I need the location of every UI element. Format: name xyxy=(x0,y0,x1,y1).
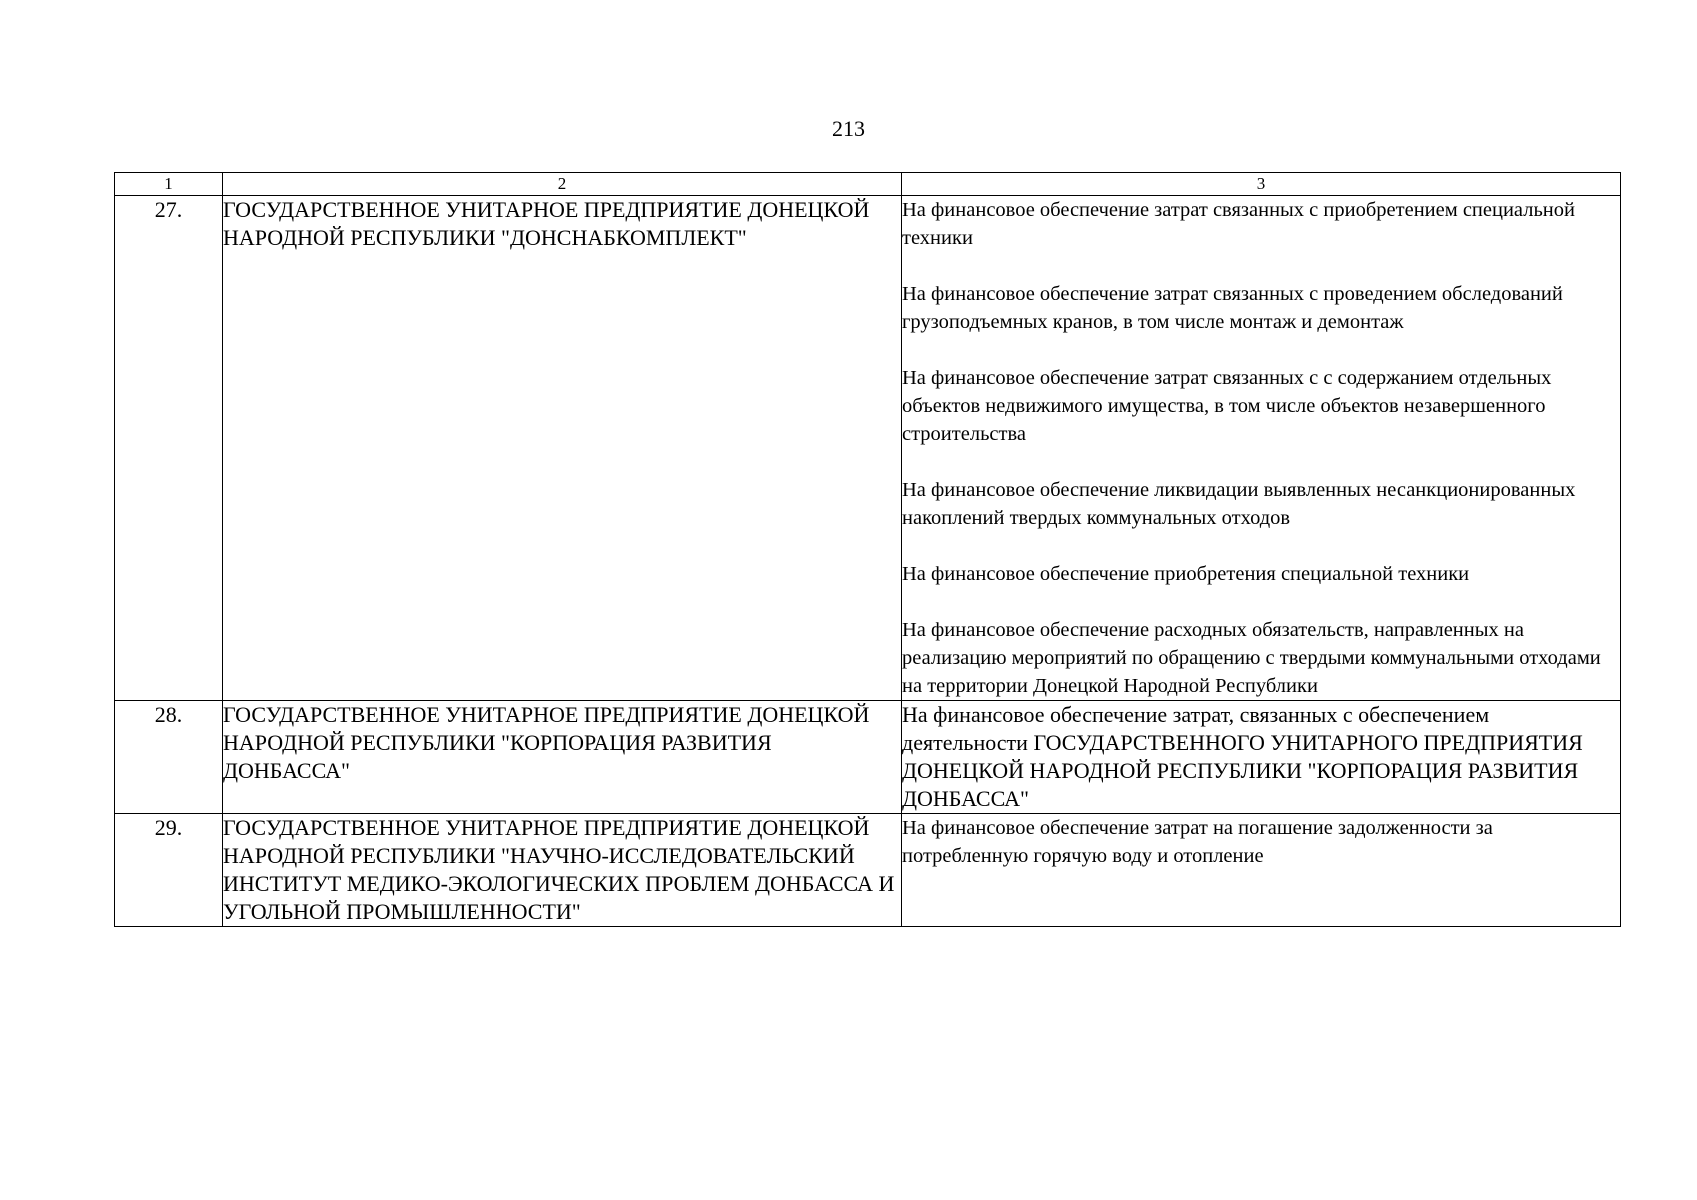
purpose-item: На финансовое обеспечение ликвидации выявленных несанкционированных накоплений твердых коммунальных отходов xyxy=(902,479,1576,529)
purpose-cell xyxy=(902,196,1621,701)
purpose-item: На финансовое обеспечение затрат связанных с проведением обследований грузоподъемных кранов, в том числе монтаж и демонтаж xyxy=(902,283,1563,333)
subsidy-table xyxy=(114,172,1621,927)
purpose-cell xyxy=(902,701,1621,814)
row-number: 29. xyxy=(115,814,223,927)
purpose-item: На финансовое обеспечение затрат на погашение задолженности за потребленную горячую воду и отопление xyxy=(902,817,1493,867)
table-row xyxy=(115,701,1621,814)
purpose-item: На финансовое обеспечение приобретения специальной техники xyxy=(902,563,1470,585)
table-row xyxy=(115,196,1621,701)
purpose-item: На финансовое обеспечение затрат, связанных с обеспечением деятельности ГОСУДАРСТВЕННОГО УНИТАРНОГО ПРЕДПРИЯТИЯ ДОНЕЦКОЙ НАРОДНОЙ РЕСПУБЛИКИ "КОРПОРАЦИЯ РАЗВИТИЯ ДОНБАССА" xyxy=(902,702,1583,811)
purpose-cell xyxy=(902,814,1621,927)
page-number: 213 xyxy=(832,116,865,141)
organization-name: ГОСУДАРСТВЕННОЕ УНИТАРНОЕ ПРЕДПРИЯТИЕ ДОНЕЦКОЙ НАРОДНОЙ РЕСПУБЛИКИ "ДОНСНАБКОМПЛЕКТ" xyxy=(223,196,902,701)
purpose-item: На финансовое обеспечение затрат связанных с приобретением специальной техники xyxy=(902,199,1575,249)
column-header-3: 3 xyxy=(902,173,1621,196)
column-header-2: 2 xyxy=(223,173,902,196)
row-number: 28. xyxy=(115,701,223,814)
organization-name: ГОСУДАРСТВЕННОЕ УНИТАРНОЕ ПРЕДПРИЯТИЕ ДОНЕЦКОЙ НАРОДНОЙ РЕСПУБЛИКИ "НАУЧНО-ИССЛЕДОВАТЕЛЬСКИЙ ИНСТИТУТ МЕДИКО-ЭКОЛОГИЧЕСКИХ ПРОБЛЕМ ДОНБАССА И УГОЛЬНОЙ ПРОМЫШЛЕННОСТИ" xyxy=(223,814,902,927)
column-header-1: 1 xyxy=(115,173,223,196)
table-header-row xyxy=(115,173,1621,196)
table-row xyxy=(115,814,1621,927)
organization-name: ГОСУДАРСТВЕННОЕ УНИТАРНОЕ ПРЕДПРИЯТИЕ ДОНЕЦКОЙ НАРОДНОЙ РЕСПУБЛИКИ "КОРПОРАЦИЯ РАЗВИТИЯ ДОНБАССА" xyxy=(223,701,902,814)
row-number: 27. xyxy=(115,196,223,701)
purpose-item: На финансовое обеспечение затрат связанных с с содержанием отдельных объектов недвижимого имущества, в том числе объектов незавершенного строительства xyxy=(902,367,1552,445)
purpose-item: На финансовое обеспечение расходных обязательств, направленных на реализацию мероприятий по обращению с твердыми коммунальными отходами на территории Донецкой Народной Республики xyxy=(902,619,1601,697)
